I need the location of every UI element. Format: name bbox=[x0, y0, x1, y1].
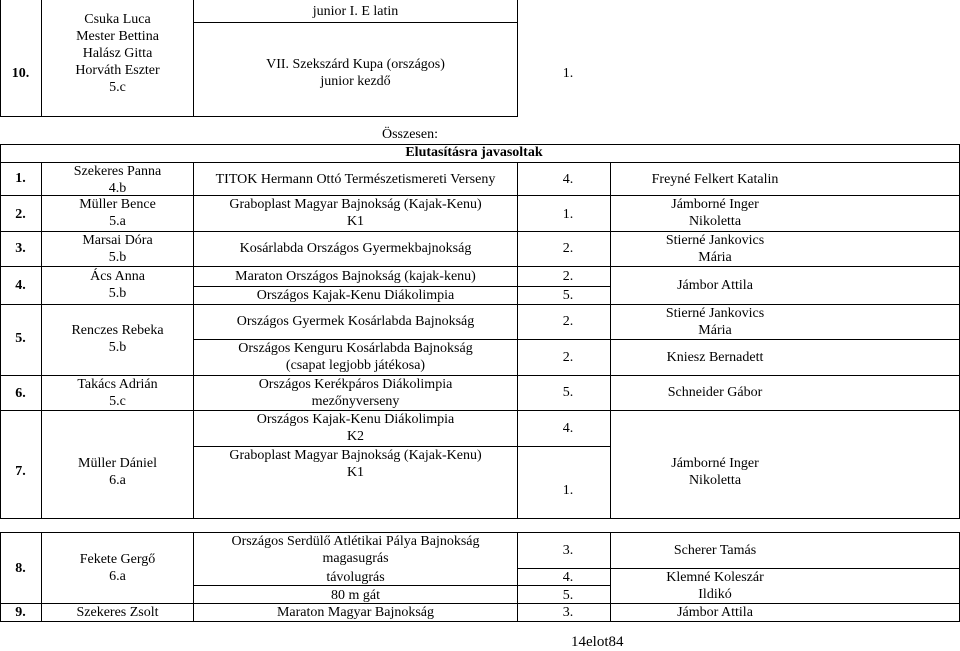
student-name: Szekeres Zsolt bbox=[76, 605, 159, 620]
competition-name: Kosárlabda Országos Gyermekbajnokság bbox=[239, 241, 472, 256]
competition-name: Országos Kerékpáros Diákolimpia bbox=[258, 377, 453, 392]
place: 5. bbox=[562, 288, 574, 303]
teacher-name: Mária bbox=[698, 250, 732, 265]
competition-name: K2 bbox=[346, 429, 365, 444]
row-number: 1. bbox=[15, 171, 26, 186]
place: 2. bbox=[562, 314, 574, 329]
place: 4. bbox=[562, 570, 574, 585]
row-number: 5. bbox=[15, 331, 26, 346]
student-name: Müller Dániel bbox=[78, 456, 157, 471]
student-name: Ács Anna bbox=[90, 269, 145, 284]
student-name: Mester Bettina bbox=[76, 29, 159, 44]
row-number: 8. bbox=[15, 561, 26, 576]
student-name: Szekeres Panna bbox=[73, 164, 162, 179]
row-number: 10. bbox=[11, 66, 30, 81]
row-number: 3. bbox=[15, 241, 26, 256]
teacher-name: Freyné Felkert Katalin bbox=[651, 172, 779, 187]
row-number: 4. bbox=[15, 278, 26, 293]
place: 1. bbox=[562, 483, 574, 498]
student-class: 5.b bbox=[108, 286, 127, 301]
category-line: junior I. E latin bbox=[312, 4, 399, 19]
teacher-name: Scherer Tamás bbox=[673, 543, 757, 558]
student-class: 5.b bbox=[108, 340, 127, 355]
competition-name: mezőnyverseny bbox=[311, 394, 400, 409]
student-class: 5.b bbox=[108, 250, 127, 265]
event-name: magasugrás bbox=[322, 551, 389, 566]
event-name: 80 m gát bbox=[331, 588, 380, 603]
competition-name: Graboplast Magyar Bajnokság (Kajak-Kenu) bbox=[229, 197, 482, 212]
competition-name: Országos Kajak-Kenu Diákolimpia bbox=[256, 412, 455, 427]
place: 4. bbox=[562, 421, 574, 436]
competition-name: Maraton Országos Bajnokság (kajak-kenu) bbox=[235, 269, 476, 284]
student-name: Müller Bence bbox=[79, 197, 156, 212]
student-class: 5.c bbox=[109, 394, 126, 409]
competition-name: (csapat legjobb játékosa) bbox=[285, 358, 426, 373]
student-name: Csuka Luca bbox=[84, 12, 151, 27]
teacher-name: Jámborné Inger bbox=[671, 197, 759, 212]
student-name: Fekete Gergő bbox=[79, 552, 156, 567]
student-class: 6.a bbox=[109, 473, 126, 488]
place: 5. bbox=[562, 385, 574, 400]
proposed-label: Elutasításra javasoltak bbox=[405, 145, 543, 160]
row-number: 6. bbox=[15, 386, 26, 401]
place: 3. bbox=[562, 543, 574, 558]
competition-name: K1 bbox=[346, 214, 365, 229]
row-number: 2. bbox=[15, 207, 26, 222]
place: 5. bbox=[562, 588, 574, 603]
teacher-name: Schneider Gábor bbox=[667, 385, 763, 400]
student-class: 5.c bbox=[109, 80, 126, 95]
teacher-name: Mária bbox=[698, 323, 732, 338]
teacher-name: Kniesz Bernadett bbox=[666, 350, 764, 365]
competition-name: TITOK Hermann Ottó Természetismereti Verseny bbox=[215, 172, 496, 187]
student-name: Marsai Dóra bbox=[82, 233, 153, 248]
teacher-name: Jámbor Attila bbox=[677, 605, 753, 620]
row-number: 9. bbox=[15, 605, 26, 620]
student-class: 5.a bbox=[109, 214, 126, 229]
student-name: Renczes Rebeka bbox=[71, 323, 164, 338]
competition-name: Maraton Magyar Bajnokság bbox=[276, 605, 435, 620]
row-number: 7. bbox=[15, 464, 26, 479]
teacher-name: Jámborné Inger bbox=[671, 456, 759, 471]
teacher-name: Stierné Jankovics bbox=[665, 306, 765, 321]
competition-name: Országos Kenguru Kosárlabda Bajnokság bbox=[238, 341, 473, 356]
competition-name: Graboplast Magyar Bajnokság (Kajak-Kenu) bbox=[229, 448, 482, 463]
student-class: 4.b bbox=[108, 181, 127, 196]
teacher-name: Nikoletta bbox=[688, 214, 742, 229]
student-name: Horváth Eszter bbox=[75, 63, 160, 78]
total-label: Összesen: bbox=[382, 127, 438, 142]
place: 1. bbox=[562, 207, 574, 222]
place: 1. bbox=[562, 66, 574, 81]
competition-name: Országos Serdülő Atlétikai Pálya Bajnokság bbox=[231, 534, 480, 549]
teacher-name: Nikoletta bbox=[688, 473, 742, 488]
competition-name: K1 bbox=[346, 465, 365, 480]
teacher-name: Klemné Koleszár bbox=[666, 570, 764, 585]
place: 3. bbox=[562, 605, 574, 620]
event-name: távolugrás bbox=[326, 570, 385, 585]
place: 2. bbox=[562, 269, 574, 284]
teacher-name: Jámbor Attila bbox=[677, 278, 753, 293]
place: 4. bbox=[562, 172, 574, 187]
footer-code: 14elot84 bbox=[571, 634, 624, 650]
student-name: Takács Adrián bbox=[77, 377, 158, 392]
student-class: 6.a bbox=[109, 569, 126, 584]
place: 2. bbox=[562, 241, 574, 256]
competition-name: junior kezdő bbox=[320, 74, 391, 89]
competition-name: Országos Kajak-Kenu Diákolimpia bbox=[256, 288, 455, 303]
place: 2. bbox=[562, 350, 574, 365]
teacher-name: Ildikó bbox=[698, 587, 732, 602]
student-name: Halász Gitta bbox=[82, 46, 153, 61]
competition-name: Országos Gyermek Kosárlabda Bajnokság bbox=[236, 314, 475, 329]
teacher-name: Stierné Jankovics bbox=[665, 233, 765, 248]
competition-name: VII. Szekszárd Kupa (országos) bbox=[266, 57, 445, 72]
